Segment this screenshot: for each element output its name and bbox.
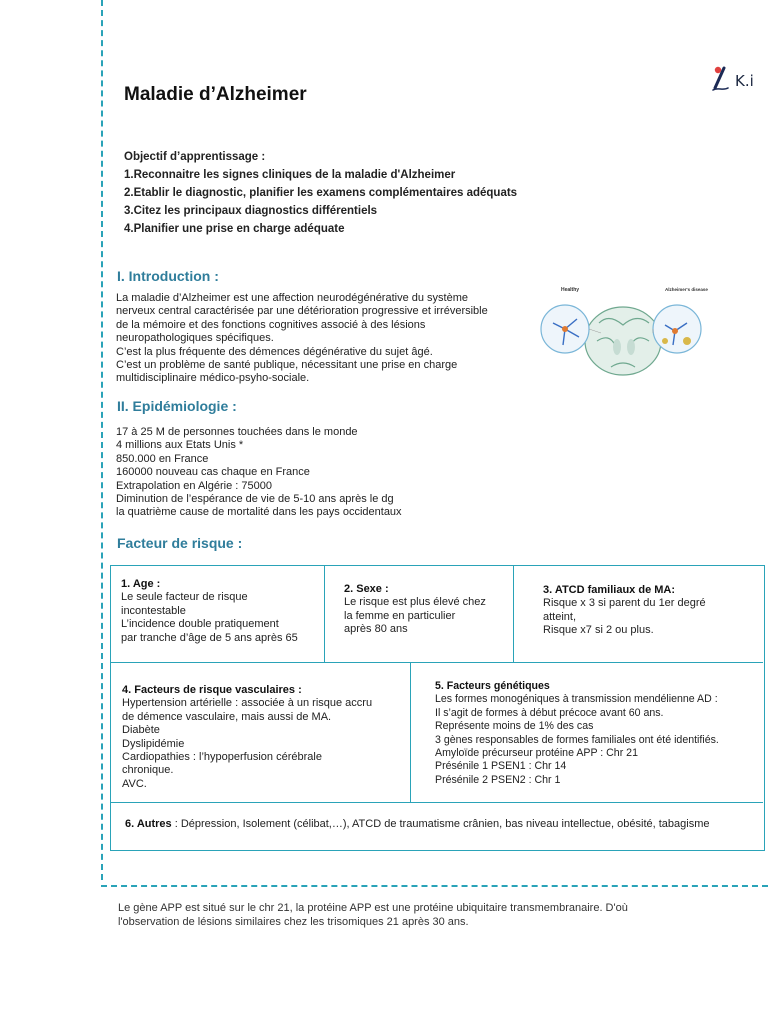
introduction-heading: I. Introduction : (117, 268, 219, 284)
cell-line: Amyloïde précurseur protéine APP : Chr 21 (435, 747, 638, 760)
risk-cell-sexe (344, 583, 486, 637)
cell-title: 1. Age : (121, 578, 161, 590)
cell-title: 2. Sexe : (344, 583, 389, 595)
text-line: 850.000 en France (116, 452, 209, 465)
cell-line: atteint, (543, 610, 577, 623)
cell-line: : Dépression, Isolement (célibat,…), ATCD de traumatisme crânien, bas niveau intellectue, obésité, tabagisme (171, 818, 710, 830)
cell-line: après 80 ans (344, 623, 408, 636)
cell-line: la femme en particulier (344, 609, 456, 622)
table-divider (410, 662, 411, 802)
figure-label-healthy: Healthy (561, 287, 580, 293)
cell-line: Présénile 2 PSEN2 : Chr 1 (435, 773, 561, 786)
risk-factors-table (110, 565, 765, 851)
text-line: de la mémoire et des fonctions cognitives associé à des lésions (116, 318, 426, 331)
text-line: La maladie d’Alzheimer est une affection neurodégénérative du système (116, 292, 469, 304)
text-line: 160000 nouveau cas chaque en France (116, 466, 310, 479)
text-line: 4 millions aux Etats Unis * (116, 439, 244, 452)
epidemiology-heading: II. Epidémiologie : (117, 398, 237, 414)
text-line: C’est un problème de santé publique, nécessitant une prise en charge (116, 359, 458, 372)
cell-line: incontestable (121, 604, 186, 617)
cell-line: par tranche d’âge de 5 ans après 65 (121, 631, 298, 644)
cell-title: 6. Autres (125, 818, 172, 830)
cell-line: Risque x7 si 2 ou plus. (543, 624, 654, 637)
figure-label-alzheimer: Alzheimer's disease (665, 287, 708, 292)
objectives-heading: Objectif d’apprentissage : (124, 151, 266, 163)
cell-line: de démence vasculaire, mais aussi de MA. (122, 710, 332, 723)
text-line: multidisciplinaire médico-psyho-sociale. (116, 372, 310, 385)
introduction-text (116, 292, 488, 386)
cell-line: Représente moins de 1% des cas (435, 720, 594, 733)
text-line: 17 à 25 M de personnes touchées dans le monde (116, 426, 358, 438)
cell-line: Le risque est plus élevé chez (344, 596, 486, 609)
objective-item: 4.Planifier une prise en charge adéquate (124, 223, 345, 235)
cell-line: Cardiopathies : l’hypoperfusion cérébrale (122, 751, 322, 764)
cell-line: Présénile 1 PSEN1 : Chr 14 (435, 760, 567, 773)
risk-cell-vascular (122, 684, 372, 791)
cell-line: Hypertension artérielle : associée à un risque accru (122, 697, 373, 710)
footnote-line: Le gène APP est situé sur le chr 21, la protéine APP est une protéine ubiquitaire transmembranaire. D'où (118, 902, 628, 914)
risk-factors-heading: Facteur de risque : (117, 535, 243, 551)
page-title: Maladie d’Alzheimer (124, 84, 307, 105)
cell-line: Dyslipidémie (122, 737, 185, 750)
footnote-line: l'observation de lésions similaires chez les trisomiques 21 après 30 ans. (118, 916, 469, 928)
cell-line: Diabète (122, 724, 160, 737)
text-line: Diminution de l’espérance de vie de 5-10 ans après le dg (116, 493, 394, 506)
margin-dashed-line-vertical (101, 0, 103, 880)
brain-illustration (539, 283, 708, 383)
risk-cell-others (125, 818, 710, 831)
table-divider (324, 566, 325, 662)
cell-line: AVC. (122, 777, 147, 790)
table-divider (513, 566, 514, 662)
cell-title: 4. Facteurs de risque vasculaires : (122, 684, 302, 696)
logo (709, 64, 761, 94)
text-line: neuropathologiques spécifiques. (116, 332, 274, 345)
learning-objectives (124, 148, 517, 238)
cell-line: Le seule facteur de risque (121, 591, 248, 604)
epidemiology-text (116, 426, 402, 520)
table-divider (111, 802, 763, 803)
pen-icon (709, 64, 733, 94)
cell-line: Il s’agit de formes à début précoce avant 60 ans. (435, 706, 664, 719)
objective-item: 3.Citez les principaux diagnostics différentiels (124, 205, 378, 217)
cell-line: Risque x 3 si parent du 1er degré (543, 597, 706, 610)
risk-cell-atcd (543, 584, 706, 638)
margin-dashed-line-horizontal (101, 885, 768, 887)
cell-title: 5. Facteurs génétiques (435, 680, 550, 692)
text-line: nerveux central caractérisée par une détérioration progressive et irréversible (116, 305, 488, 318)
logo-text: K.i (735, 72, 754, 90)
text-line: la quatrième cause de mortalité dans les pays occidentaux (116, 506, 402, 519)
risk-cell-age (121, 578, 298, 645)
cell-line: 3 gènes responsables de formes familiales ont été identifiés. (435, 733, 719, 746)
text-line: Extrapolation en Algérie : 75000 (116, 479, 272, 492)
risk-cell-genetic (435, 680, 719, 787)
cell-line: Les formes monogéniques à transmission mendélienne AD : (435, 693, 718, 706)
objective-item: 2.Etablir le diagnostic, planifier les examens complémentaires adéquats (124, 187, 518, 199)
text-line: C’est la plus fréquente des démences dégénérative du sujet âgé. (116, 345, 433, 358)
cell-title: 3. ATCD familiaux de MA: (543, 584, 676, 596)
cell-line: L’incidence double pratiquement (121, 618, 279, 631)
objective-item: 1.Reconnaitre les signes cliniques de la maladie d'Alzheimer (124, 169, 456, 181)
footnote (118, 901, 628, 929)
cell-line: chronique. (122, 764, 174, 777)
table-divider (111, 662, 763, 663)
